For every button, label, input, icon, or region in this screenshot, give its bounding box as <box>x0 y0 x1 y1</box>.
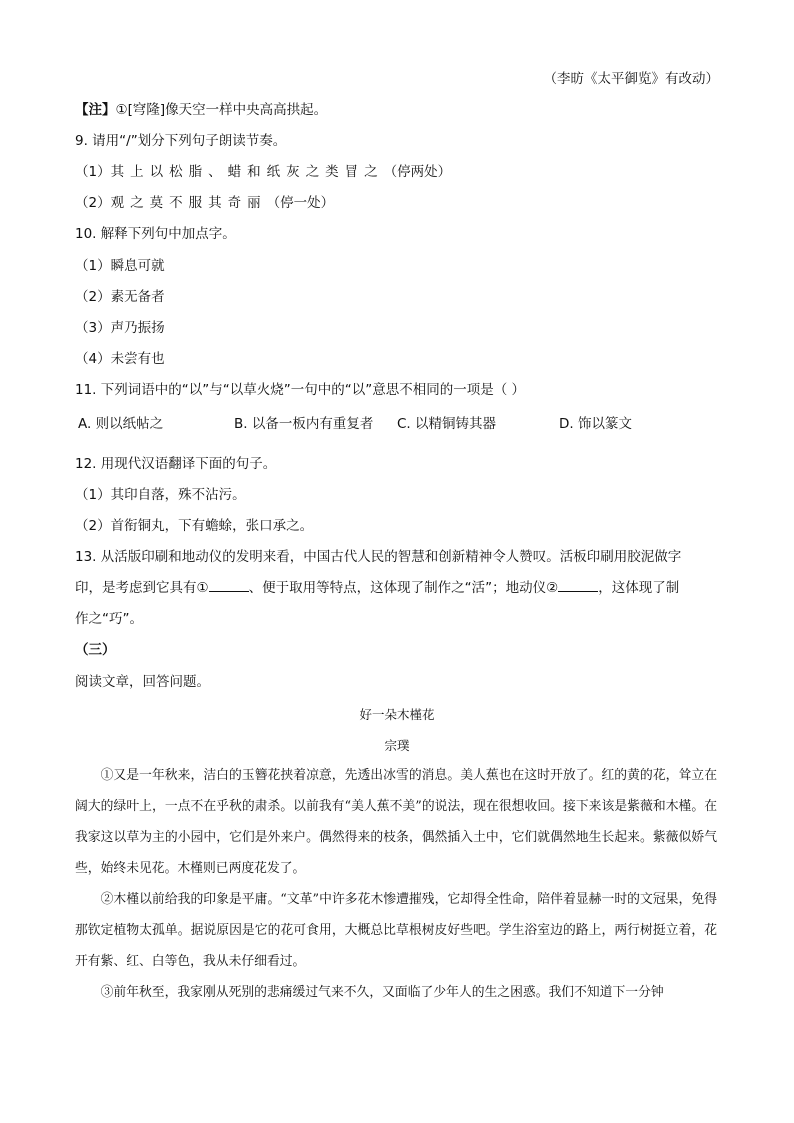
item-number: （2） <box>75 195 111 211</box>
answer-blank-1[interactable] <box>209 579 249 592</box>
question-10-item-3: （3）声乃振扬 <box>75 320 165 336</box>
item-hint: （停两处） <box>383 164 452 180</box>
note-text: ①[穹隆]像天空一样中央高高拱起。 <box>115 102 328 118</box>
question-9-stem: 9. 请用“/”划分下列句子朗读节奏。 <box>75 133 287 149</box>
question-11-stem: 11. 下列词语中的“以”与“以草火烧”一句中的“以”意思不相同的一项是（ ） <box>75 382 526 398</box>
article-paragraph-3: ③前年秋至，我家刚从死别的悲痛缓过气来不久，又面临了少年人的生之困惑。我们不知道下一分钟 <box>100 985 664 1000</box>
article-paragraph-2: ②木槿以前给我的印象是平庸。“文革”中许多花木惨遭摧残，它却得全性命，陪伴着显赫一时的文冠果，免得那钦定植物太孤单。据说原因是它的花可食用，大概总比草根树皮好些吧。学生浴室边的路上，两行树挺立着，花开有紫、红、白等色，我从未仔细看过。 <box>75 892 717 969</box>
item-hint: （停一处） <box>266 195 335 211</box>
question-12-item-1: （1）其印自落，殊不沾污。 <box>75 487 246 503</box>
text-segment: ，这体现了制 <box>598 580 680 596</box>
section-instruction: 阅读文章，回答问题。 <box>75 674 210 690</box>
question-9-item-1 <box>75 163 451 181</box>
option-b: B. 以备一板内有重复者 <box>234 416 374 432</box>
question-13-line-2 <box>75 579 679 597</box>
text-segment: 、便于取用等特点，这体现了制作之“活”；地动仪② <box>248 580 559 596</box>
question-12-item-2: （2）首衔铜丸，下有蟾蜍，张口承之。 <box>75 518 314 534</box>
article-title: 好一朵木槿花 <box>359 707 435 722</box>
question-10-item-1: （1）瞬息可就 <box>75 258 165 274</box>
question-12-stem: 12. 用现代汉语翻译下面的句子。 <box>75 456 277 472</box>
option-a: A. 则以纸帖之 <box>78 416 164 432</box>
article-author: 宗璞 <box>384 738 410 753</box>
question-10-item-2: （2）素无备者 <box>75 289 165 305</box>
source-citation: （李昉《太平御览》有改动） <box>543 71 719 87</box>
question-13-line-1: 13. 从活版印刷和地动仪的发明来看，中国古代人民的智慧和创新精神令人赞叹。活板印刷用胶泥做字 <box>75 549 682 565</box>
question-13-line-3: 作之“巧”。 <box>75 611 143 627</box>
question-10-stem: 10. 解释下列句中加点字。 <box>75 226 236 242</box>
answer-blank-2[interactable] <box>558 579 598 592</box>
text-segment: 印，是考虑到它具有① <box>75 580 209 596</box>
section-three-heading: （三） <box>75 642 116 658</box>
option-c: C. 以精铜铸其器 <box>397 416 497 432</box>
question-9-item-2 <box>75 194 334 212</box>
question-10-item-4: （4）未尝有也 <box>75 351 165 367</box>
item-sentence: 其上以松脂、蜡和纸灰之类冒之 <box>110 164 384 180</box>
annotation-note <box>75 101 327 119</box>
item-number: （1） <box>75 164 111 180</box>
note-tag: 【注】 <box>75 102 116 118</box>
article-paragraph-1: ①又是一年秋来，洁白的玉簪花挟着凉意，先透出冰雪的消息。美人蕉也在这时开放了。红的黄的花，耸立在阔大的绿叶上，一点不在乎秋的肃杀。以前我有“美人蕉不美”的说法，现在很想收回。接下来该是紫薇和木槿。在我家这以草为主的小园中，它们是外来户。偶然得来的枝条，偶然插入土中，它们就偶然地生长起来。紫薇似娇气些，始终未见花。木槿则已两度花发了。 <box>75 768 717 876</box>
item-sentence: 观之莫不服其奇丽 <box>110 195 267 211</box>
option-d: D. 饰以篆文 <box>559 416 632 432</box>
